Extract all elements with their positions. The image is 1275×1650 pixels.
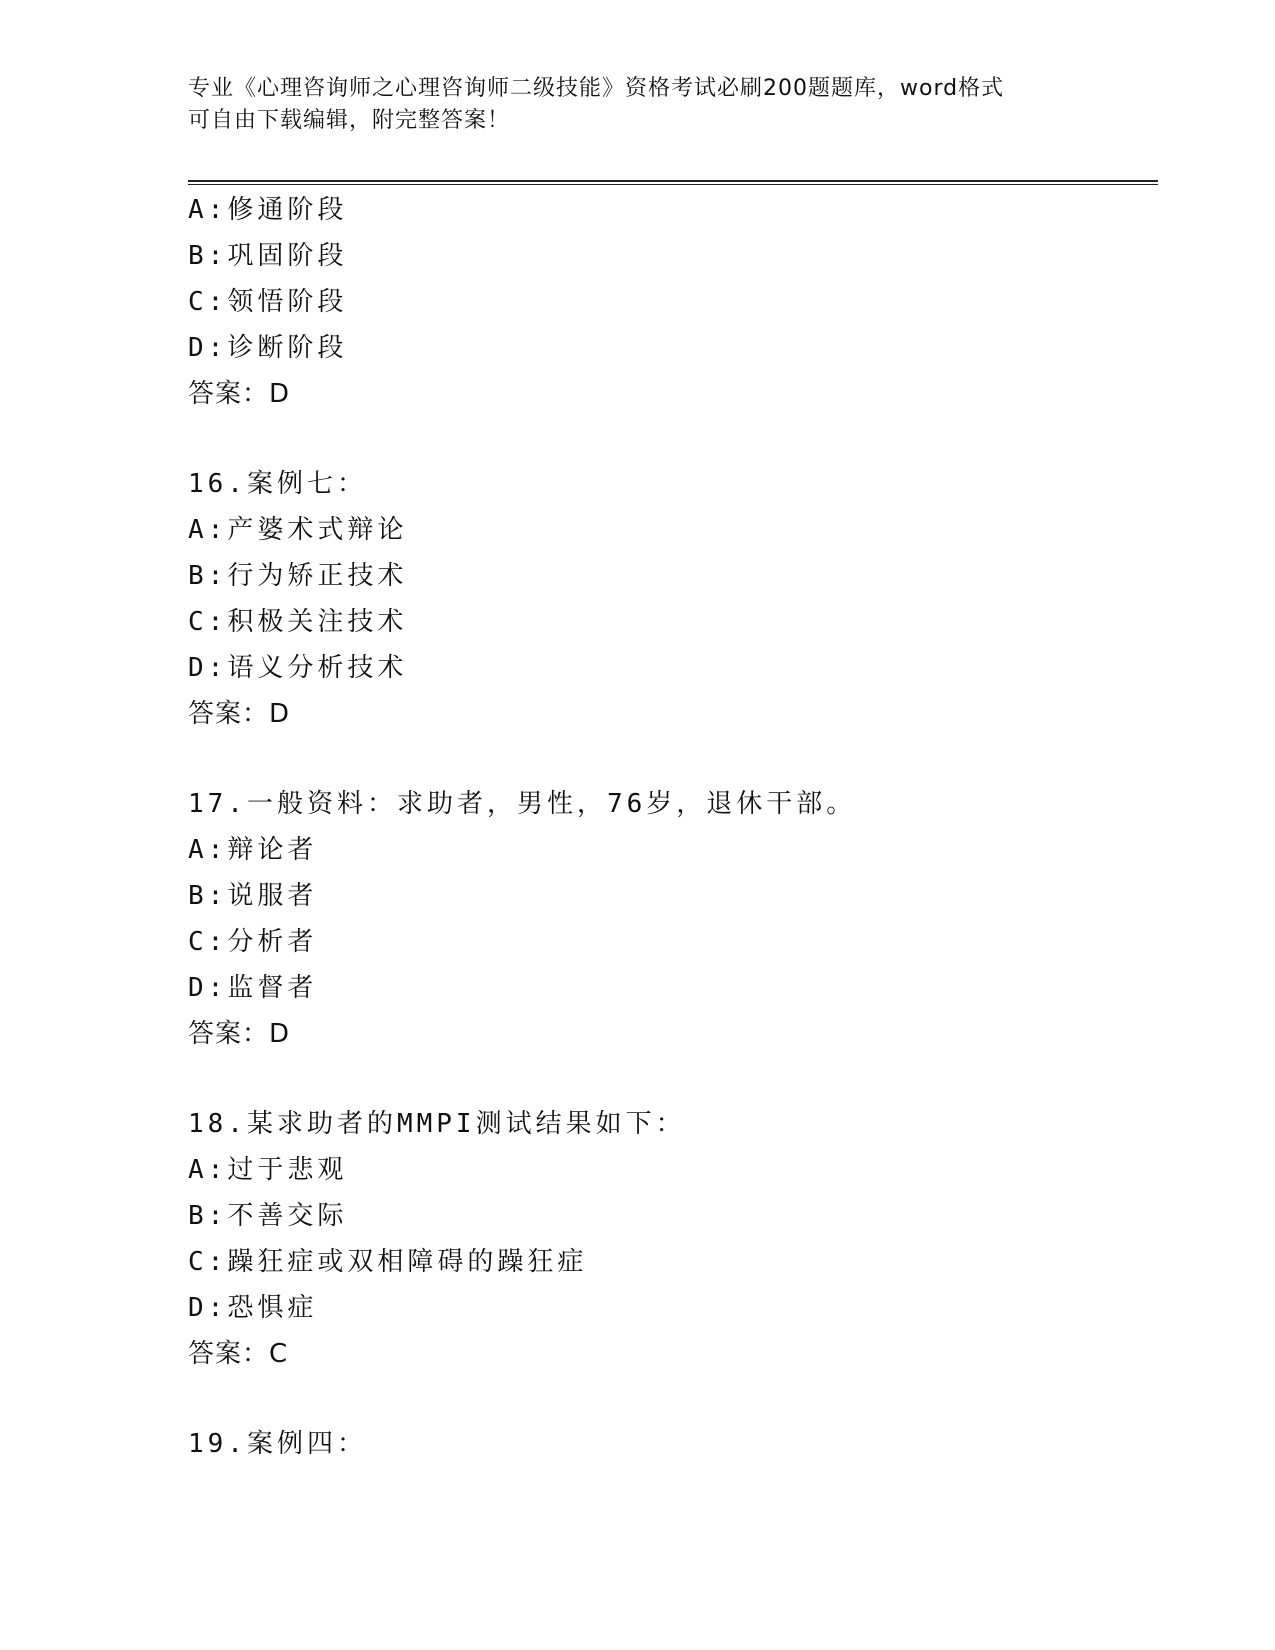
- question-16-stem: [188, 461, 1158, 507]
- option-text: 积极关注技术: [227, 607, 408, 637]
- option-a: A:产婆术式辩论: [188, 515, 408, 545]
- question-list: [188, 187, 1158, 1467]
- option-text: 诊断阶段: [227, 333, 348, 363]
- answer-label: 答案：: [188, 1339, 270, 1369]
- answer-label: 答案：: [188, 379, 270, 409]
- option-c: C:领悟阶段: [188, 287, 348, 317]
- question-text: 案例七：: [246, 469, 367, 499]
- option-a: A:辩论者: [188, 835, 318, 865]
- question-number: 19.: [188, 1429, 247, 1459]
- answer-line: [188, 1331, 1158, 1377]
- header-divider: [188, 180, 1158, 185]
- question-text: 案例四：: [246, 1429, 367, 1459]
- answer-line: [188, 1011, 1158, 1057]
- answer-label: 答案：: [188, 1019, 270, 1049]
- header-line-2: 可自由下载编辑，附完整答案！: [188, 108, 511, 133]
- question-19-stem: [188, 1421, 1158, 1467]
- question-text: 一般资料：求助者，男性，76岁，退休干部。: [246, 789, 857, 819]
- question-text: 某求助者的MMPI测试结果如下：: [246, 1109, 686, 1139]
- option-d: D:监督者: [188, 973, 318, 1003]
- option-b: B:行为矫正技术: [188, 561, 408, 591]
- answer-label: 答案：: [188, 699, 270, 729]
- option-text: 过于悲观: [227, 1155, 348, 1185]
- option-text: 躁狂症或双相障碍的躁狂症: [227, 1247, 588, 1277]
- option-d: D:诊断阶段: [188, 333, 348, 363]
- option-b: B:巩固阶段: [188, 241, 348, 271]
- question-number: 18.: [188, 1109, 247, 1139]
- answer-value: D: [269, 379, 291, 409]
- answer-value: D: [269, 1019, 291, 1049]
- document-header: [188, 73, 1088, 137]
- option-text: 不善交际: [227, 1201, 348, 1231]
- answer-line: [188, 371, 1158, 417]
- option-text: 修通阶段: [227, 195, 348, 225]
- question-17-stem: [188, 781, 1158, 827]
- question-18-stem: [188, 1101, 1158, 1147]
- option-text: 辩论者: [227, 835, 318, 865]
- option-text: 行为矫正技术: [227, 561, 408, 591]
- option-c: C:分析者: [188, 927, 318, 957]
- option-text: 分析者: [227, 927, 318, 957]
- answer-line: [188, 691, 1158, 737]
- option-text: 产婆术式辩论: [227, 515, 408, 545]
- answer-value: C: [269, 1339, 289, 1369]
- option-text: 说服者: [227, 881, 318, 911]
- option-a: A:过于悲观: [188, 1155, 348, 1185]
- option-text: 语义分析技术: [227, 653, 408, 683]
- option-c: C:躁狂症或双相障碍的躁狂症: [188, 1247, 588, 1277]
- option-b: B:不善交际: [188, 1201, 348, 1231]
- option-d: D:恐惧症: [188, 1293, 318, 1323]
- option-text: 监督者: [227, 973, 318, 1003]
- question-number: 17.: [188, 789, 247, 819]
- answer-value: D: [269, 699, 291, 729]
- option-text: 巩固阶段: [227, 241, 348, 271]
- question-number: 16.: [188, 469, 247, 499]
- option-c: C:积极关注技术: [188, 607, 408, 637]
- header-line-1: 专业《心理咨询师之心理咨询师二级技能》资格考试必刷200题题库，word格式: [188, 76, 1005, 101]
- option-b: B:说服者: [188, 881, 318, 911]
- option-text: 恐惧症: [227, 1293, 318, 1323]
- option-a: A:修通阶段: [188, 195, 348, 225]
- option-d: D:语义分析技术: [188, 653, 408, 683]
- option-text: 领悟阶段: [227, 287, 348, 317]
